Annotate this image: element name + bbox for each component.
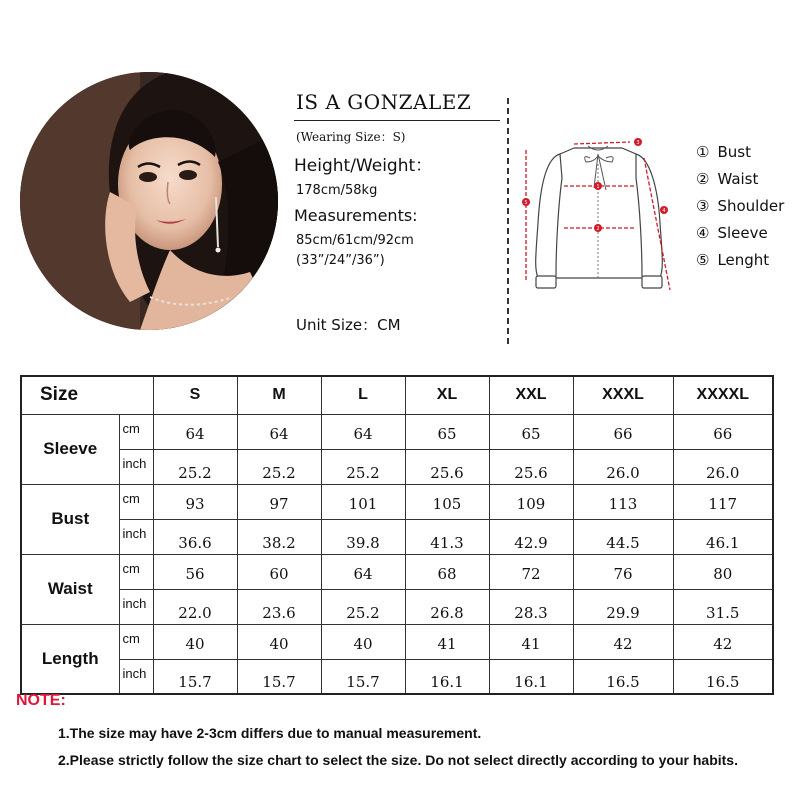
row-label-sleeve: Sleeve	[21, 414, 119, 484]
legend-label: Shoulder	[717, 196, 785, 215]
svg-text:1: 1	[596, 184, 600, 190]
model-portrait	[20, 72, 278, 330]
table-cell: 46.1	[673, 519, 773, 554]
table-cell: 16.1	[489, 659, 573, 694]
table-cell: 25.6	[489, 449, 573, 484]
unit-inch: inch	[119, 449, 153, 484]
measurements-inch: (33”/24”/36”)	[296, 253, 385, 268]
legend-number: ①	[696, 142, 710, 161]
svg-text:2: 2	[596, 226, 600, 232]
table-cell: 56	[153, 554, 237, 589]
table-cell: 93	[153, 484, 237, 519]
table-cell: 39.8	[321, 519, 405, 554]
table-cell: 28.3	[489, 589, 573, 624]
size-col-xxxxl: XXXXL	[673, 376, 773, 414]
table-row	[21, 484, 773, 519]
unit-inch: inch	[119, 659, 153, 694]
svg-text:4: 4	[662, 208, 666, 214]
note-line-1: 1.The size may have 2-3cm differs due to manual measurement.	[58, 725, 482, 741]
unit-cm: cm	[119, 484, 153, 519]
table-cell: 25.2	[237, 449, 321, 484]
table-cell: 23.6	[237, 589, 321, 624]
unit-cm: cm	[119, 414, 153, 449]
table-cell: 36.6	[153, 519, 237, 554]
table-cell: 16.5	[673, 659, 773, 694]
table-cell: 76	[573, 554, 673, 589]
table-cell: 66	[573, 414, 673, 449]
table-cell: 25.2	[321, 589, 405, 624]
legend-label: Sleeve	[717, 223, 768, 242]
measurement-legend	[696, 138, 784, 273]
row-label-length: Length	[21, 624, 119, 694]
size-col-l: L	[321, 376, 405, 414]
table-cell: 72	[489, 554, 573, 589]
unit-inch: inch	[119, 589, 153, 624]
table-cell: 97	[237, 484, 321, 519]
legend-sleeve	[696, 219, 784, 246]
legend-length	[696, 246, 784, 273]
legend-shoulder	[696, 192, 784, 219]
table-cell: 41.3	[405, 519, 489, 554]
table-cell: 101	[321, 484, 405, 519]
svg-text:5: 5	[524, 200, 528, 206]
table-cell: 38.2	[237, 519, 321, 554]
table-cell: 41	[405, 624, 489, 659]
measurements-label: Measurements:	[294, 206, 418, 225]
table-row	[21, 624, 773, 659]
table-cell: 15.7	[237, 659, 321, 694]
table-cell: 26.8	[405, 589, 489, 624]
model-name: IS A GONZALEZ	[296, 90, 472, 114]
legend-label: Lenght	[717, 250, 770, 269]
table-cell: 15.7	[321, 659, 405, 694]
table-cell: 105	[405, 484, 489, 519]
table-cell: 16.5	[573, 659, 673, 694]
legend-label: Waist	[717, 169, 759, 188]
table-cell: 65	[489, 414, 573, 449]
size-header: Size	[21, 376, 153, 414]
table-header-row	[21, 376, 773, 414]
table-cell: 42	[573, 624, 673, 659]
legend-number: ④	[696, 223, 710, 242]
legend-bust	[696, 138, 784, 165]
table-cell: 25.2	[321, 449, 405, 484]
table-cell: 16.1	[405, 659, 489, 694]
unit-inch: inch	[119, 519, 153, 554]
row-label-waist: Waist	[21, 554, 119, 624]
measurements-cm: 85cm/61cm/92cm	[296, 233, 414, 248]
table-cell: 40	[153, 624, 237, 659]
size-col-xxl: XXL	[489, 376, 573, 414]
table-row	[21, 519, 773, 554]
table-row	[21, 554, 773, 589]
table-cell: 25.2	[153, 449, 237, 484]
legend-number: ③	[696, 196, 710, 215]
table-row	[21, 414, 773, 449]
table-cell: 64	[321, 554, 405, 589]
size-col-xxxl: XXXL	[573, 376, 673, 414]
table-row	[21, 659, 773, 694]
unit-cm: cm	[119, 624, 153, 659]
table-cell: 117	[673, 484, 773, 519]
height-weight-value: 178cm/58kg	[296, 183, 378, 198]
wearing-size: (Wearing Size：S)	[296, 130, 406, 144]
table-row	[21, 589, 773, 624]
table-cell: 31.5	[673, 589, 773, 624]
table-cell: 66	[673, 414, 773, 449]
table-cell: 26.0	[573, 449, 673, 484]
note-line-2: 2.Please strictly follow the size chart to select the size. Do not select directly according to your habits.	[58, 752, 738, 768]
height-weight-label: Height/Weight：	[294, 156, 433, 176]
table-cell: 80	[673, 554, 773, 589]
legend-waist	[696, 165, 784, 192]
name-underline	[294, 120, 500, 121]
table-cell: 64	[321, 414, 405, 449]
legend-label: Bust	[717, 142, 751, 161]
section-divider	[507, 98, 509, 344]
table-cell: 29.9	[573, 589, 673, 624]
size-chart-table	[20, 375, 774, 695]
table-cell: 60	[237, 554, 321, 589]
svg-text:3: 3	[636, 140, 640, 146]
size-col-xl: XL	[405, 376, 489, 414]
unit-size: Unit Size：CM	[296, 316, 401, 334]
table-cell: 64	[153, 414, 237, 449]
table-cell: 22.0	[153, 589, 237, 624]
row-label-bust: Bust	[21, 484, 119, 554]
unit-cm: cm	[119, 554, 153, 589]
legend-number: ②	[696, 169, 710, 188]
table-cell: 42.9	[489, 519, 573, 554]
table-cell: 40	[237, 624, 321, 659]
table-cell: 15.7	[153, 659, 237, 694]
table-cell: 68	[405, 554, 489, 589]
table-cell: 64	[237, 414, 321, 449]
table-cell: 42	[673, 624, 773, 659]
table-row	[21, 449, 773, 484]
table-cell: 41	[489, 624, 573, 659]
table-cell: 25.6	[405, 449, 489, 484]
table-cell: 44.5	[573, 519, 673, 554]
table-cell: 26.0	[673, 449, 773, 484]
table-cell: 65	[405, 414, 489, 449]
table-cell: 40	[321, 624, 405, 659]
model-photo-illustration	[20, 72, 278, 330]
table-cell: 109	[489, 484, 573, 519]
size-col-m: M	[237, 376, 321, 414]
blouse-measurement-icon	[512, 128, 698, 306]
size-col-s: S	[153, 376, 237, 414]
note-title: NOTE:	[16, 692, 66, 709]
table-cell: 113	[573, 484, 673, 519]
legend-number: ⑤	[696, 250, 710, 269]
